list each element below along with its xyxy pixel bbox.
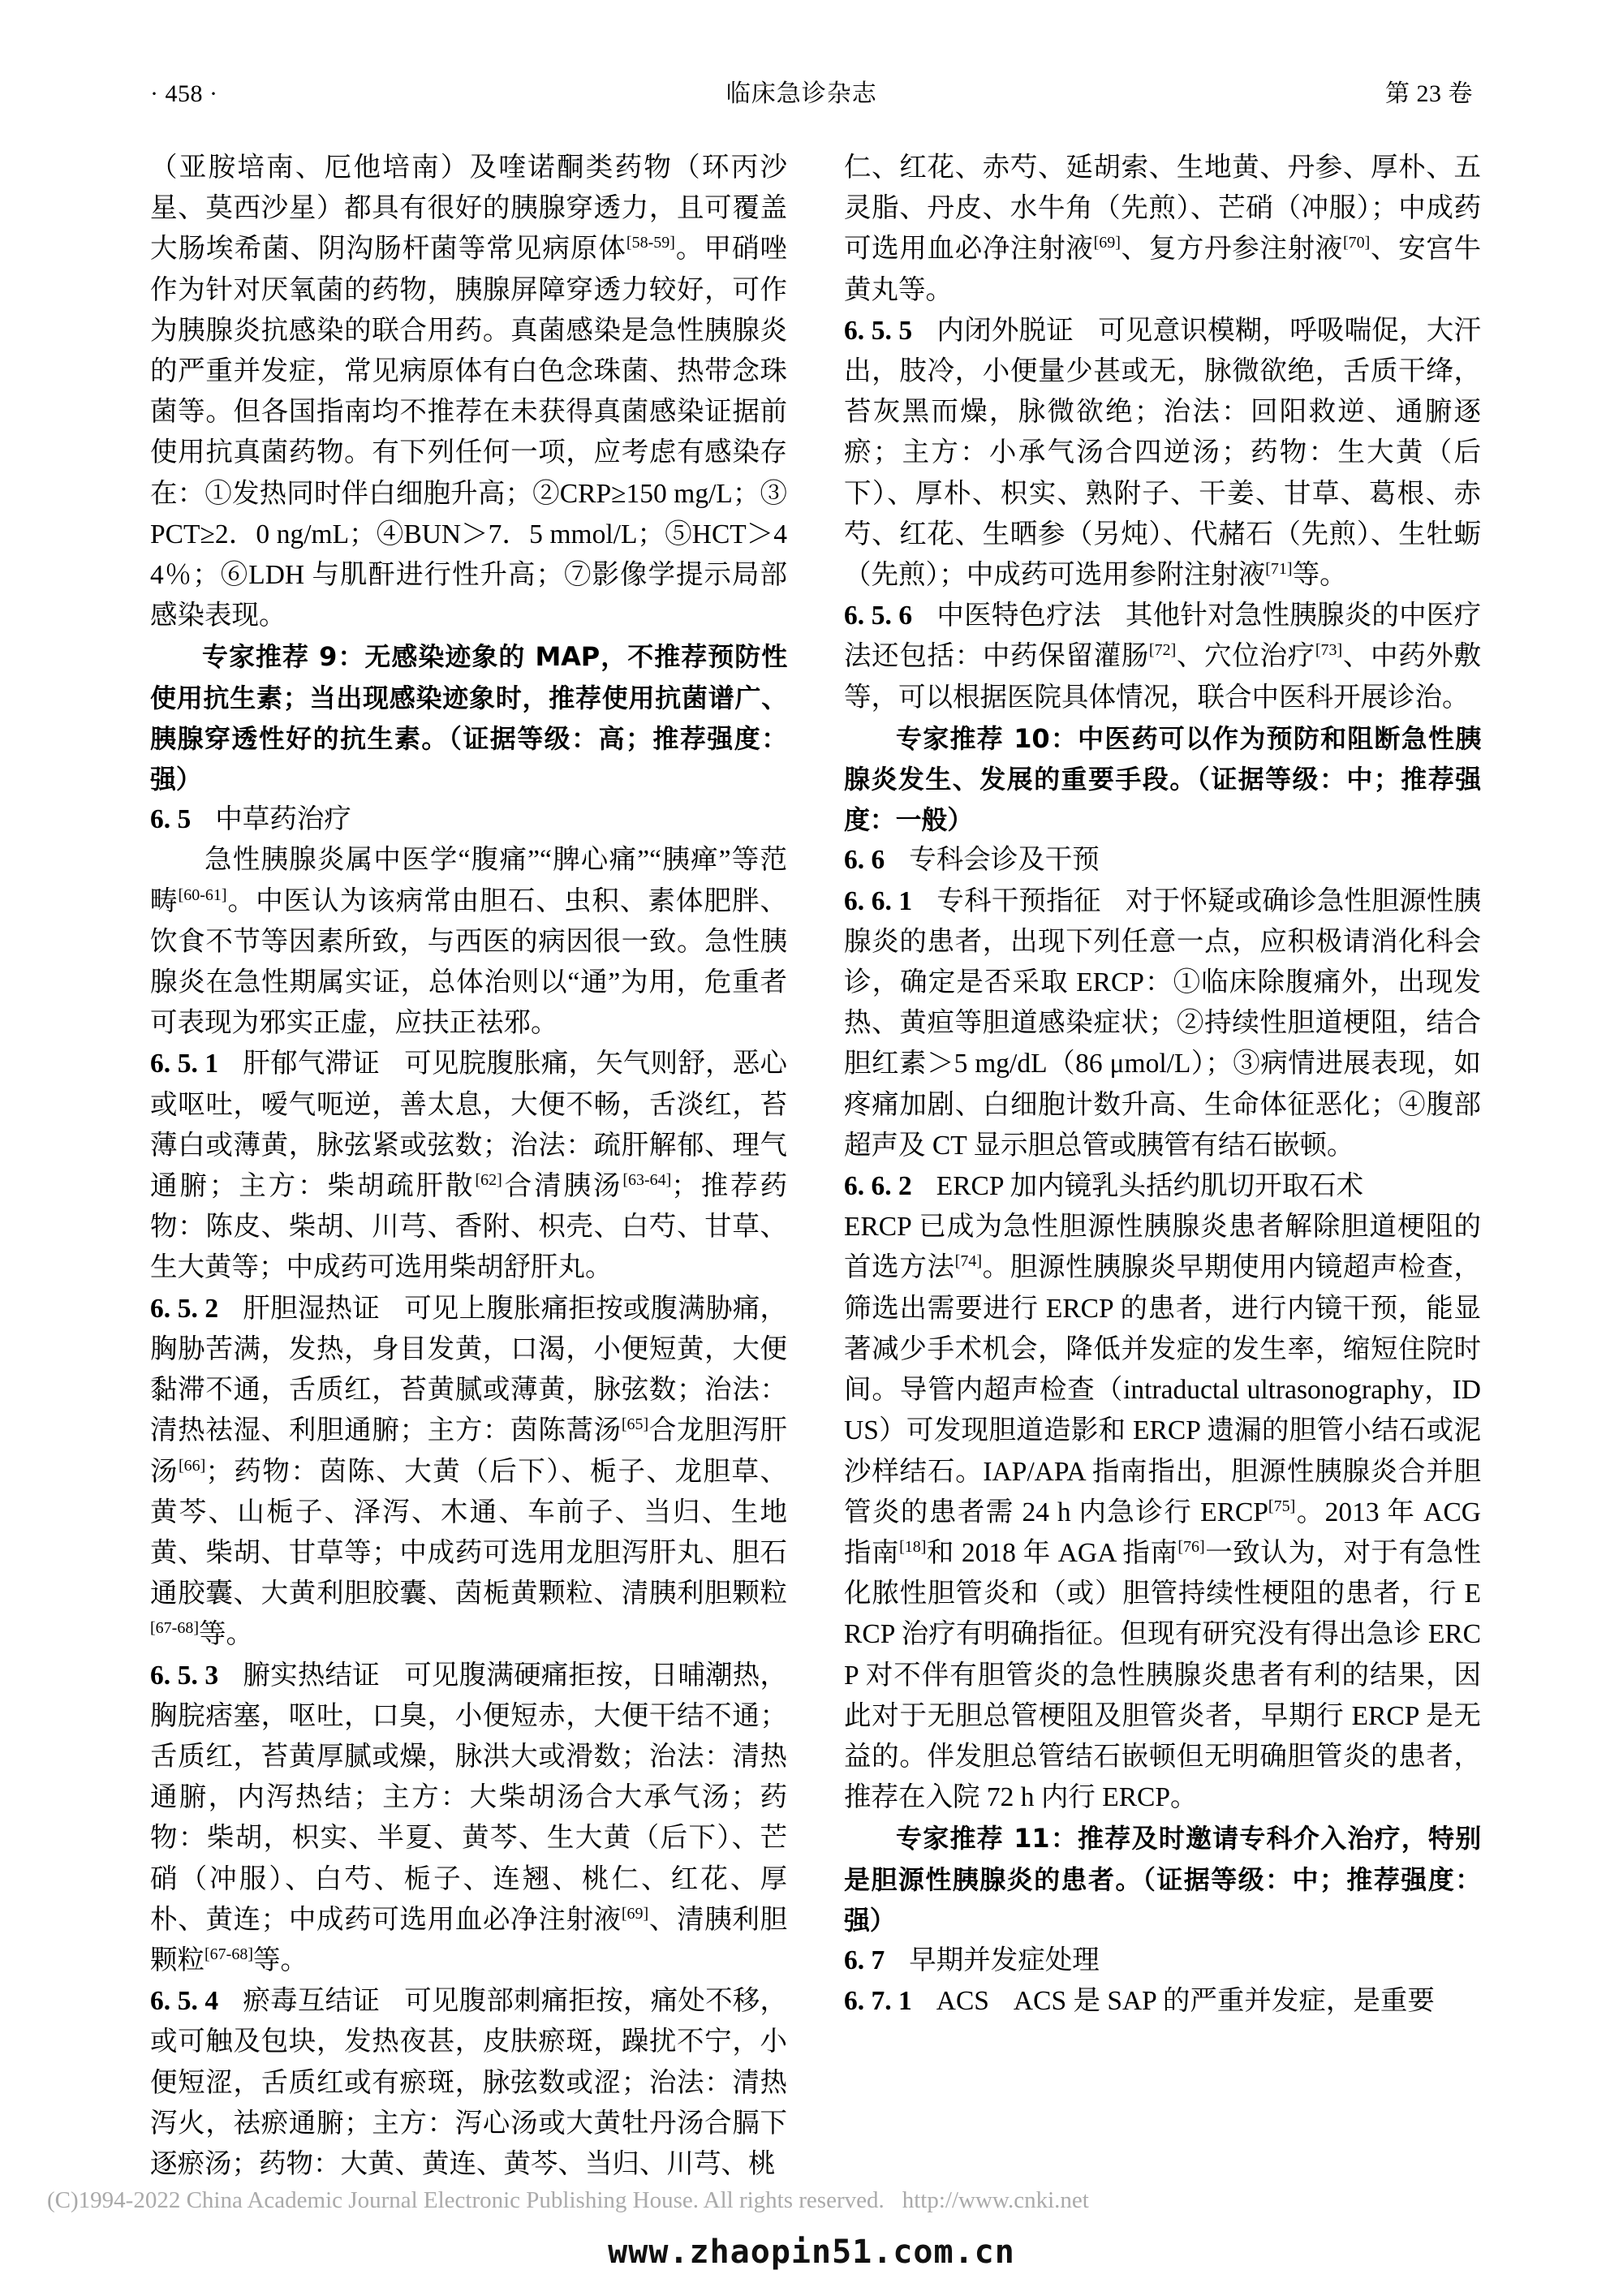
section-title: ERCP 加内镜乳头括约肌切开取石术 bbox=[936, 1171, 1364, 1202]
running-head bbox=[150, 78, 1473, 110]
paragraph-text-cont: 。胆源性胰腺炎早期使用内镜超声检查，筛选出需要进行 ERCP 的患者，进行内镜干预，能显著减少手术机会，降低并发症的发生率，缩短住院时间。导管内超声检查（intraductal ultrasonography，IDUS）可发现胆道造影和 ERCP 遗漏的胆管小结石或泥沙样结石。IAP/APA 指南指出，胆源性胰腺炎合并胆管炎的患者需 24 h 内急诊行 ERCP bbox=[844, 1252, 1482, 1527]
citation-ref: [72] bbox=[1148, 641, 1177, 660]
citation-ref: [62] bbox=[475, 1170, 502, 1189]
section-6-6-1 bbox=[844, 881, 1481, 1166]
section-6-6-2 bbox=[844, 1166, 1481, 1207]
section-title: 中医特色疗法 bbox=[936, 601, 1101, 631]
copyright-text: (C)1994-2022 China Academic Journal Electronic Publishing House. All rights reserved. bbox=[47, 2187, 885, 2213]
paragraph-text-cont: 、清胰利胆颗粒 bbox=[150, 1904, 788, 1975]
section-6-5-2 bbox=[150, 1289, 787, 1656]
left-column bbox=[150, 148, 787, 2185]
paragraph-text: 可见腹满硬痛拒按，日晡潮热，胸脘痞塞，呕吐，口臭，小便短赤，大便干结不通；舌质红，苔黄厚腻或燥，脉洪大或滑数；治法：清热通腑，内泻热结；主方：大柴胡汤合大承气汤；药物：柴胡，枳实、半夏、黄芩、生大黄（后下）、芒硝（冲服）、白芍、栀子、连翘、桃仁、红花、厚朴、黄连；中成药可选用血必净注射液 bbox=[150, 1660, 788, 1935]
paragraph-text: 可见腹部刺痛拒按，痛处不移，或可触及包块，发热夜甚，皮肤瘀斑，躁扰不宁，小便短涩，舌质红或有瘀斑，脉弦数或涩；治法：清热泻火，祛瘀通腑；主方：泻心汤或大黄牡丹汤合膈下逐瘀汤；药物：大黄、黄连、黄芩、当归、川芎、桃 bbox=[150, 1986, 788, 2179]
citation-ref: [58-59] bbox=[626, 234, 675, 252]
cnki-url: http://www.cnki.net bbox=[902, 2187, 1089, 2213]
citation-ref: [18] bbox=[899, 1537, 927, 1556]
section-number: 6. 6. 2 bbox=[844, 1171, 912, 1202]
paragraph-text-tail: 一致认为，对于有急性化脓性胆管炎和（或）胆管持续性梗阻的患者，行 ERCP 治疗有明确指征。但现有研究没有得出急诊 ERCP 对不伴有胆管炎的急性胰腺炎患者有利的结果，因此对于无胆总管梗阻及胆管炎者，早期行 ERCP 是无益的。伴发胆总管结石嵌顿但无明确胆管炎的患者，推荐在入院 72 h 内行 ERCP。 bbox=[844, 1537, 1482, 1813]
paragraph-text-cont: 合清胰汤 bbox=[502, 1171, 623, 1202]
paragraph-text: 急性胰腺炎属中医学“腹痛”“脾心痛”“胰瘅”等范畴 bbox=[150, 845, 787, 916]
section-title: 肝郁气滞证 bbox=[243, 1049, 380, 1079]
section-title: 专科会诊及干预 bbox=[909, 845, 1100, 876]
section-number: 6. 7. 1 bbox=[844, 1986, 912, 2017]
section-6-5-6 bbox=[844, 596, 1481, 718]
citation-ref: [69] bbox=[1093, 234, 1121, 252]
section-title: 肝胆湿热证 bbox=[243, 1293, 380, 1324]
section-title: 瘀毒互结证 bbox=[243, 1986, 380, 2017]
paragraph-text-cont: 合龙胆泻肝汤 bbox=[150, 1415, 788, 1487]
expert-recommendation-11: 专家推荐 11：推荐及时邀请专科介入治疗，特别是胆源性胰腺炎的患者。（证据等级：中；推荐强度：强） bbox=[844, 1823, 1481, 1936]
expert-recommendation-9: 专家推荐 9：无感染迹象的 MAP，不推荐预防性使用抗生素；当出现感染迹象时，推荐使用抗菌谱广、胰腺穿透性好的抗生素。（证据等级：高；推荐强度：强） bbox=[150, 641, 787, 795]
section-number: 6. 5. 4 bbox=[150, 1986, 219, 2017]
right-column bbox=[844, 148, 1481, 2185]
journal-title: 临床急诊杂志 bbox=[725, 80, 877, 107]
section-number: 6. 5 bbox=[150, 804, 192, 835]
paragraph-text-tail: 等。 bbox=[252, 1945, 308, 1975]
paragraph-text-tail: 、安宫牛黄丸等。 bbox=[844, 234, 1482, 305]
paragraph-text: ACS 是 SAP 的严重并发症，是重要 bbox=[1013, 1986, 1435, 2017]
paragraph-text-cont: 。甲硝唑作为针对厌氧菌的药物，胰腺屏障穿透力较好，可作为胰腺炎抗感染的联合用药。真菌感染是急性胰腺炎的严重并发症，常见病原体有白色念珠菌、热带念珠菌等。但各国指南均不推荐在未获得真菌感染证据前使用抗真菌药物。有下列任何一项，应考虑有感染存在：①发热同时伴白细胞升高；②CRP≥150 mg/L；③PCT≥2．0 ng/mL；④BUN＞7．5 mmol/L；⑤HCT＞44％；⑥LDH 与肌酐进行性升高；⑦影像学提示局部感染表现。 bbox=[150, 234, 788, 631]
citation-ref: [70] bbox=[1342, 234, 1371, 252]
section-number: 6. 5. 3 bbox=[150, 1660, 219, 1691]
paragraph-text: 可见上腹胀痛拒按或腹满胁痛，胸胁苦满，发热，身目发黄，口渴，小便短黄，大便黏滞不通，舌质红，苔黄腻或薄黄，脉弦数；治法：清热祛湿、利胆通腑；主方：茵陈蒿汤 bbox=[150, 1293, 788, 1446]
body-columns bbox=[150, 148, 1481, 2185]
paragraph-text-cont2: ；药物：茵陈、大黄（后下）、栀子、龙胆草、黄芩、山栀子、泽泻、木通、车前子、当归、生地黄、柴胡、甘草等；中成药可选用龙胆泻肝丸、胆石通胶囊、大黄利胆胶囊、茵栀黄颗粒、清胰利胆颗粒 bbox=[150, 1456, 788, 1609]
section-6-5-body bbox=[150, 840, 787, 1044]
volume-label: 第 23 卷 bbox=[1384, 80, 1473, 107]
citation-ref: [67-68] bbox=[204, 1945, 253, 1963]
section-title: 专科干预指征 bbox=[936, 885, 1101, 916]
paragraph-text-tail: ；推荐药物：陈皮、柴胡、川芎、香附、枳壳、白芍、甘草、生大黄等；中成药可选用柴胡舒肝丸。 bbox=[150, 1171, 788, 1283]
paragraph-text-cont: 、复方丹参注射液 bbox=[1120, 234, 1343, 265]
section-6-5-4 bbox=[150, 1981, 787, 2185]
section-6-6-2-body bbox=[844, 1207, 1481, 1818]
paragraph-herbs-continued bbox=[844, 148, 1481, 311]
citation-ref: [75] bbox=[1268, 1497, 1296, 1515]
section-6-5-1 bbox=[150, 1044, 787, 1288]
paragraph-text: 可见意识模糊，呼吸喘促，大汗出，肢冷，小便量少甚或无，脉微欲绝，舌质干绛，苔灰黑而燥，脉微欲绝；治法：回阳救逆、通腑逐瘀；主方：小承气汤合四逆汤；药物：生大黄（后下）、厚朴、枳实、熟附子、干姜、甘草、葛根、赤芍、红花、生晒参（另炖）、代赭石（先煎）、生牡蛎（先煎）；中成药可选用参附注射液 bbox=[844, 315, 1482, 591]
section-title: 腑实热结证 bbox=[243, 1660, 380, 1691]
citation-ref: [65] bbox=[621, 1415, 649, 1434]
citation-ref: [74] bbox=[954, 1252, 982, 1271]
section-6-7-1 bbox=[844, 1981, 1481, 2022]
citation-ref: [69] bbox=[621, 1904, 649, 1923]
section-6-6-heading bbox=[844, 840, 1481, 881]
section-number: 6. 5. 1 bbox=[150, 1049, 219, 1079]
section-title: 内闭外脱证 bbox=[936, 315, 1074, 346]
section-number: 6. 6 bbox=[844, 845, 885, 876]
expert-recommendation-10: 专家推荐 10：中医药可以作为预防和阻断急性胰腺炎发生、发展的重要手段。（证据等级：中；推荐强度：一般） bbox=[844, 722, 1481, 836]
paragraph-text: ERCP 已成为急性胆源性胰腺炎患者解除胆道梗阻的首选方法 bbox=[844, 1212, 1481, 1283]
section-number: 6. 5. 5 bbox=[844, 315, 913, 346]
citation-ref: [63-64] bbox=[622, 1170, 672, 1189]
section-number: 6. 5. 2 bbox=[150, 1293, 219, 1324]
citation-ref: [76] bbox=[1177, 1537, 1205, 1556]
section-title: ACS bbox=[936, 1986, 989, 2017]
paragraph-text: 可见脘腹胀痛，矢气则舒，恶心或呕吐，嗳气呃逆，善太息，大便不畅，舌淡红，苔薄白或薄黄，脉弦紧或弦数；治法：疏肝解郁、理气通腑；主方：柴胡疏肝散 bbox=[150, 1049, 788, 1202]
paragraph-text: 其他针对急性胰腺炎的中医疗法还包括：中药保留灌肠 bbox=[844, 601, 1482, 672]
paragraph-text-cont: 、穴位治疗 bbox=[1176, 641, 1315, 672]
paragraph-text-tail: 等。 bbox=[1292, 560, 1347, 591]
section-6-5-3 bbox=[150, 1656, 787, 1982]
paragraph-text-cont3: 和 2018 年 AGA 指南 bbox=[926, 1537, 1178, 1568]
section-number: 6. 6. 1 bbox=[844, 885, 913, 916]
page-folio: · 458 · bbox=[150, 80, 218, 107]
paragraph-antibiotics bbox=[150, 148, 787, 636]
paragraph-text: 仁、红花、赤芍、延胡索、生地黄、丹参、厚朴、五灵脂、丹皮、水牛角（先煎）、芒硝（冲服）；中成药可选用血必净注射液 bbox=[844, 153, 1481, 265]
section-title: 早期并发症处理 bbox=[909, 1945, 1100, 1975]
paragraph-text: （亚胺培南、厄他培南）及喹诺酮类药物（环丙沙星、莫西沙星）都具有很好的胰腺穿透力，且可覆盖大肠埃希菌、阴沟肠杆菌等常见病原体 bbox=[150, 153, 787, 265]
section-number: 6. 7 bbox=[844, 1945, 885, 1975]
section-title: 中草药治疗 bbox=[215, 804, 351, 835]
section-6-7-heading bbox=[844, 1941, 1481, 1981]
citation-ref: [73] bbox=[1315, 641, 1343, 660]
paragraph-text-cont: 。中医认为该病常由胆石、虫积、素体肥胖、饮食不节等因素所致，与西医的病因很一致。急性胰腺炎在急性期属实证，总体治则以“通”为用，危重者可表现为邪实正虚，应扶正祛邪。 bbox=[150, 885, 788, 1039]
citation-ref: [60-61] bbox=[178, 885, 227, 904]
section-6-5-heading bbox=[150, 799, 787, 840]
paragraph-text-tail: 、中药外敷等，可以根据医院具体情况，联合中医科开展诊治。 bbox=[844, 641, 1482, 713]
section-6-5-5 bbox=[844, 311, 1481, 596]
citation-ref: [66] bbox=[179, 1456, 206, 1475]
copyright-notice bbox=[47, 2185, 1089, 2216]
watermark-url: www.zhaopin51.com.cn bbox=[608, 2234, 1015, 2271]
paragraph-text-cont2: 。2013 年 ACG 指南 bbox=[844, 1497, 1481, 1568]
paragraph-text: 对于怀疑或确诊急性胆源性胰腺炎的患者，出现下列任意一点，应积极请消化科会诊，确定是否采取 ERCP：①临床除腹痛外，出现发热、黄疸等胆道感染症状；②持续性胆道梗阻，结合胆红素＞5 mg/dL（86 μmol/L）；③病情进展表现，如疼痛加剧、白细胞计数升高、生命体征恶化；④腹部超声及 CT 显示胆总管或胰管有结石嵌顿。 bbox=[844, 885, 1482, 1161]
section-number: 6. 5. 6 bbox=[844, 601, 913, 631]
paragraph-text-tail: 等。 bbox=[198, 1619, 253, 1650]
citation-ref: [71] bbox=[1265, 559, 1293, 578]
citation-ref: [67-68] bbox=[150, 1619, 199, 1638]
